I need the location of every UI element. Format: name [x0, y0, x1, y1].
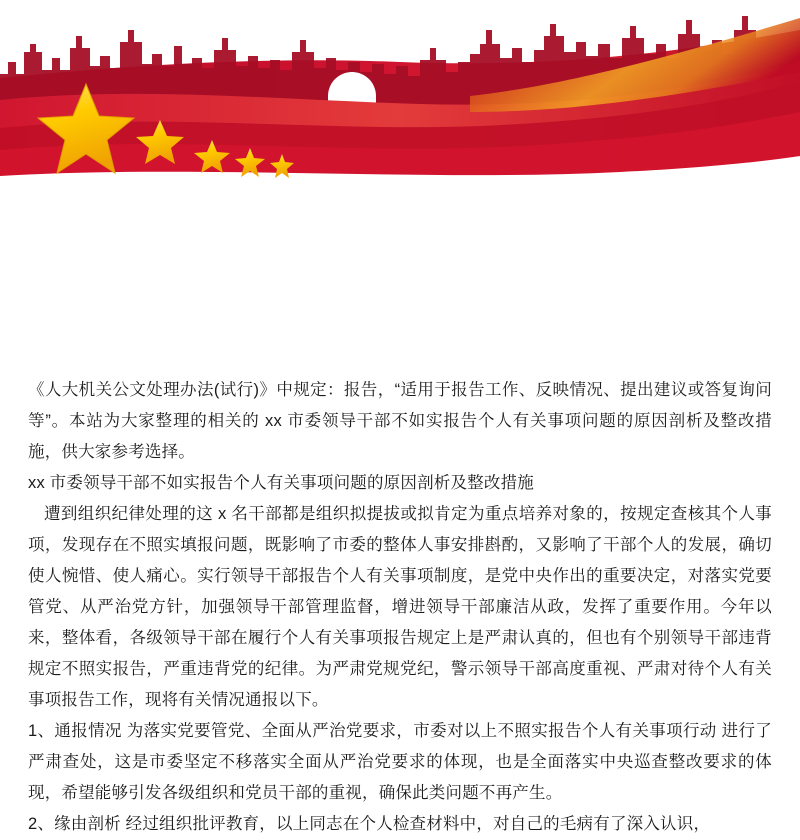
paragraph-analysis: 遭到组织纪律处理的这 x 名干部都是组织拟提拔或拟肯定为重点培养对象的，按规定查核其个人事项，发现存在不照实填报问题，既影响了市委的整体人事安排斟酌，又影响了干部个人的发展，确切使人惋惜、使人痛心。实行领导干部报告个人有关事项制度，是党中央作出的重要决定，对落实党要管党、从严治党方针，加强领导干部管理监督，增进领导干部廉洁从政，发挥了重要作用。今年以来，整体看，各级领导干部在履行个人有关事项报告规定上是严肃认真的，但也有个别领导干部违背规定不照实报告，严重违背党的纪律。为严肃党规党纪，警示领导干部高度重视、严肃对待个人有关事项报告工作，现将有关情况通报以下。 — [28, 505, 772, 709]
document-body — [28, 375, 772, 840]
paragraph-section-1: 1、通报情况 为落实党要管党、全面从严治党要求，市委对以上不照实报告个人有关事项行动 进行了严肃查处，这是市委坚定不移落实全面从严治党要求的体现，也是全面落实中央巡查整改要求的体现，希望能够引发各级组织和党员干部的重视，确保此类问题不再产生。 — [28, 722, 772, 802]
paragraph-title: xx 市委领导干部不如实报告个人有关事项问题的原因剖析及整改措施 — [28, 474, 534, 492]
paragraph-section-2: 2、缘由剖析 经过组织批评教育，以上同志在个人检查材料中，对自己的毛病有了深入认识， — [28, 815, 711, 833]
banner-header — [0, 0, 800, 190]
paragraph-intro: 《人大机关公文处理办法(试行)》中规定：报告，“适用于报告工作、反映情况、提出建议或答复询问等”。本站为大家整理的相关的 xx 市委领导干部不如实报告个人有关事项问题的原因剖析及整改措施，供大家参考选择。 — [28, 381, 772, 461]
banner-artwork — [0, 0, 800, 190]
